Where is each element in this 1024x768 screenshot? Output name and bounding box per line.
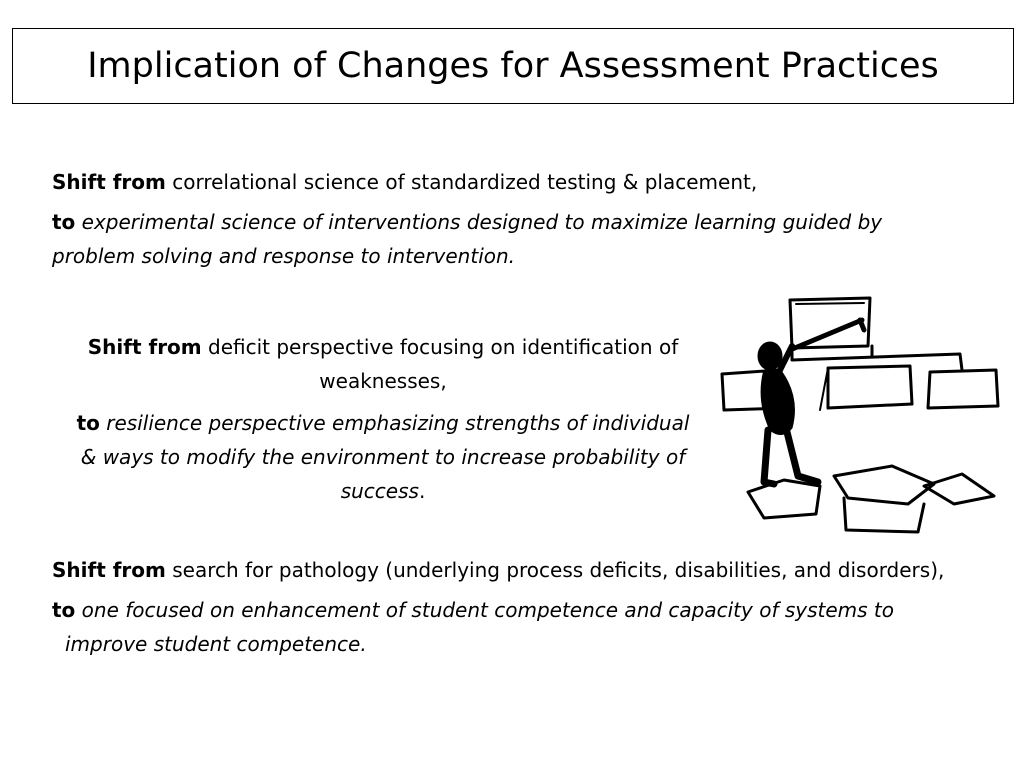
- point-2-from: [52, 330, 714, 398]
- point-3-to: [52, 593, 952, 661]
- person-arranging-papers-icon: [712, 290, 1002, 535]
- point-3-to-text: one focused on enhancement of student competence and capacity of systems to improve student competence.: [65, 598, 895, 656]
- point-3-from-text: search for pathology (underlying process deficits, disabilities, and disorders),: [165, 558, 945, 582]
- point-2-to: [52, 406, 714, 508]
- point-1: [52, 165, 932, 273]
- point-2-from-text: deficit perspective focusing on identification of weaknesses,: [201, 335, 679, 393]
- point-1-to-text: experimental science of interventions designed to maximize learning guided by problem solving and response to intervention.: [52, 210, 883, 268]
- point-2-to-end: .: [418, 479, 426, 503]
- point-2-to-label: to: [76, 411, 100, 435]
- point-2: [52, 330, 714, 508]
- point-3-from-label: Shift from: [52, 558, 166, 582]
- slide-title: Implication of Changes for Assessment Practices: [87, 46, 939, 86]
- point-1-from: [52, 165, 932, 199]
- point-3: [52, 553, 952, 661]
- point-3-from: [52, 553, 952, 587]
- point-1-from-text: correlational science of standardized testing & placement,: [165, 170, 758, 194]
- point-1-to-label: to: [52, 210, 76, 234]
- point-2-from-label: Shift from: [87, 335, 202, 359]
- point-2-to-text: resilience perspective emphasizing strengths of individual & ways to modify the environment to increase probability of success: [80, 411, 690, 503]
- point-3-to-label: to: [52, 598, 76, 622]
- title-box: [12, 28, 1014, 104]
- point-1-to: [52, 205, 932, 273]
- point-1-from-label: Shift from: [52, 170, 166, 194]
